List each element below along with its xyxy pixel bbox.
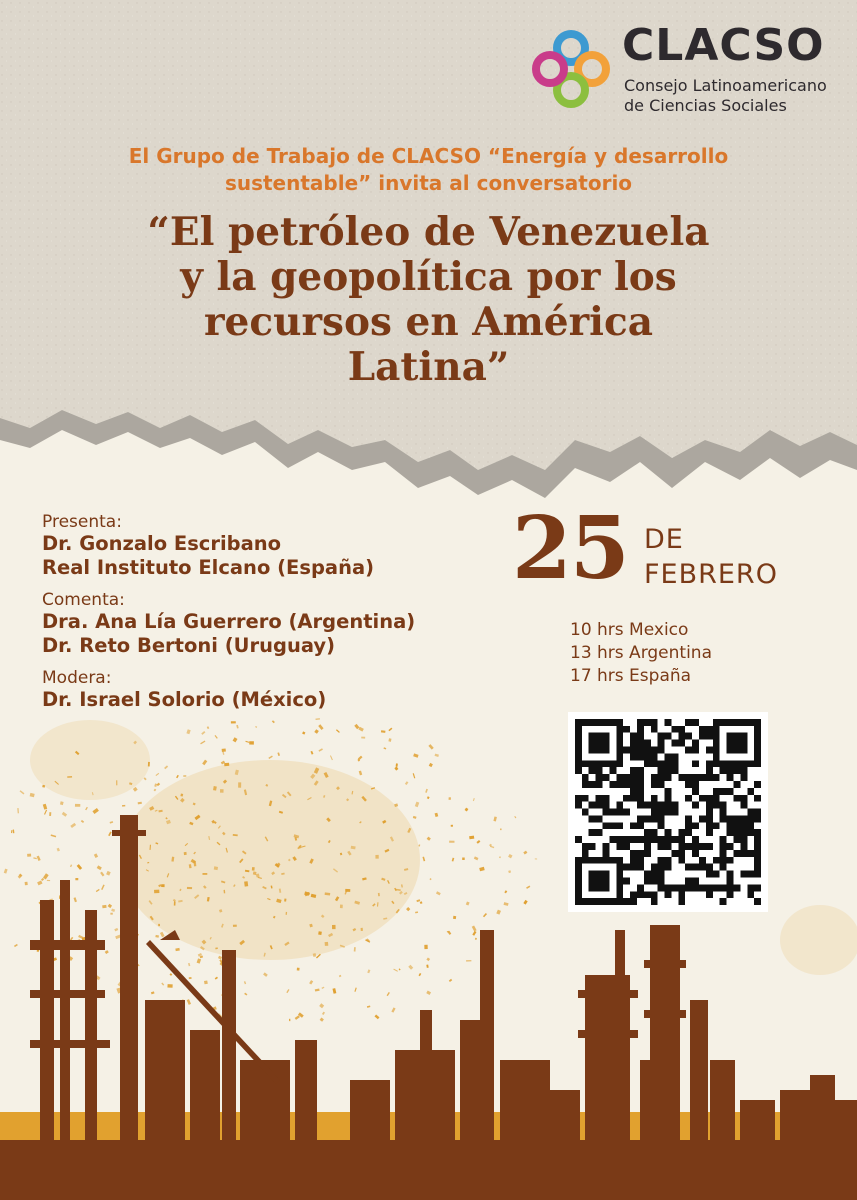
organization-subtitle-line2: de Ciencias Sociales <box>624 96 787 115</box>
presenter-name: Dr. Gonzalo Escribano <box>42 532 282 555</box>
comenta-label: Comenta: <box>42 590 125 610</box>
title-line2: y la geopolítica por los <box>180 254 677 300</box>
event-times <box>570 619 712 688</box>
event-date-de: DE <box>644 524 684 555</box>
modera-label: Modera: <box>42 668 112 688</box>
title-line4: Latina” <box>347 344 510 390</box>
event-month: FEBRERO <box>644 559 778 590</box>
title-line1: “El petróleo de Venezuela <box>147 209 710 255</box>
presenter-affiliation: Real Instituto Elcano (España) <box>42 556 375 579</box>
speakers-section <box>42 512 512 712</box>
event-title <box>80 210 777 390</box>
organization-subtitle <box>624 76 827 116</box>
commentator-1: Dra. Ana Lía Guerrero (Argentina) <box>42 610 416 633</box>
event-day: 25 <box>512 498 628 599</box>
invitation-line2: sustentable” invita al conversatorio <box>224 171 633 195</box>
time-espana: 17 hrs España <box>570 666 692 686</box>
invitation-text <box>60 143 797 197</box>
moderator-name: Dr. Israel Solorio (México) <box>42 688 327 711</box>
organization-name: CLACSO <box>622 20 825 71</box>
organization-subtitle-line1: Consejo Latinoamericano <box>624 76 827 95</box>
qr-code-icon[interactable] <box>568 712 768 912</box>
title-line3: recursos en América <box>204 299 653 345</box>
clacso-logo-icon <box>530 28 612 110</box>
invitation-line1: El Grupo de Trabajo de CLACSO “Energía y desarrollo <box>128 144 729 168</box>
time-mexico: 10 hrs Mexico <box>570 620 689 640</box>
commentator-2: Dr. Reto Bertoni (Uruguay) <box>42 634 336 657</box>
time-argentina: 13 hrs Argentina <box>570 643 712 663</box>
presenta-label: Presenta: <box>42 512 122 532</box>
